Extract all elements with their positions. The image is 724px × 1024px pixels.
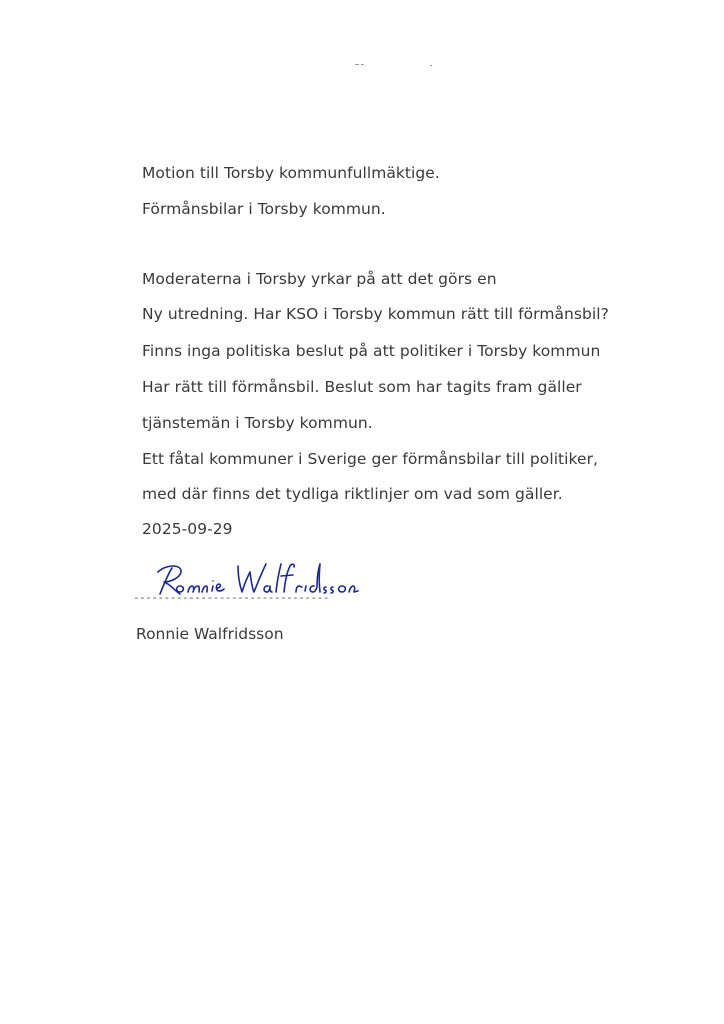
body-line: Har rätt till förmånsbil. Beslut som har tagits fram gäller (142, 378, 582, 396)
signer-name: Ronnie Walfridsson (136, 625, 284, 643)
body-line: Ny utredning. Har KSO i Torsby kommun rätt till förmånsbil? (142, 305, 609, 323)
motion-subject: Förmånsbilar i Torsby kommun. (142, 200, 386, 218)
motion-title: Motion till Torsby kommunfullmäktige. (142, 164, 440, 182)
scan-artifact (355, 64, 445, 68)
document-date: 2025-09-29 (142, 520, 233, 538)
signature-line: -------------------------------- (133, 591, 329, 604)
body-line: tjänstemän i Torsby kommun. (142, 414, 373, 432)
body-line: Finns inga politiska beslut på att politiker i Torsby kommun (142, 342, 601, 360)
body-line: Ett fåtal kommuner i Sverige ger förmånsbilar till politiker, (142, 450, 599, 468)
body-line: Moderaterna i Torsby yrkar på att det görs en (142, 270, 497, 288)
body-line: med där finns det tydliga riktlinjer om vad som gäller. (142, 485, 563, 503)
